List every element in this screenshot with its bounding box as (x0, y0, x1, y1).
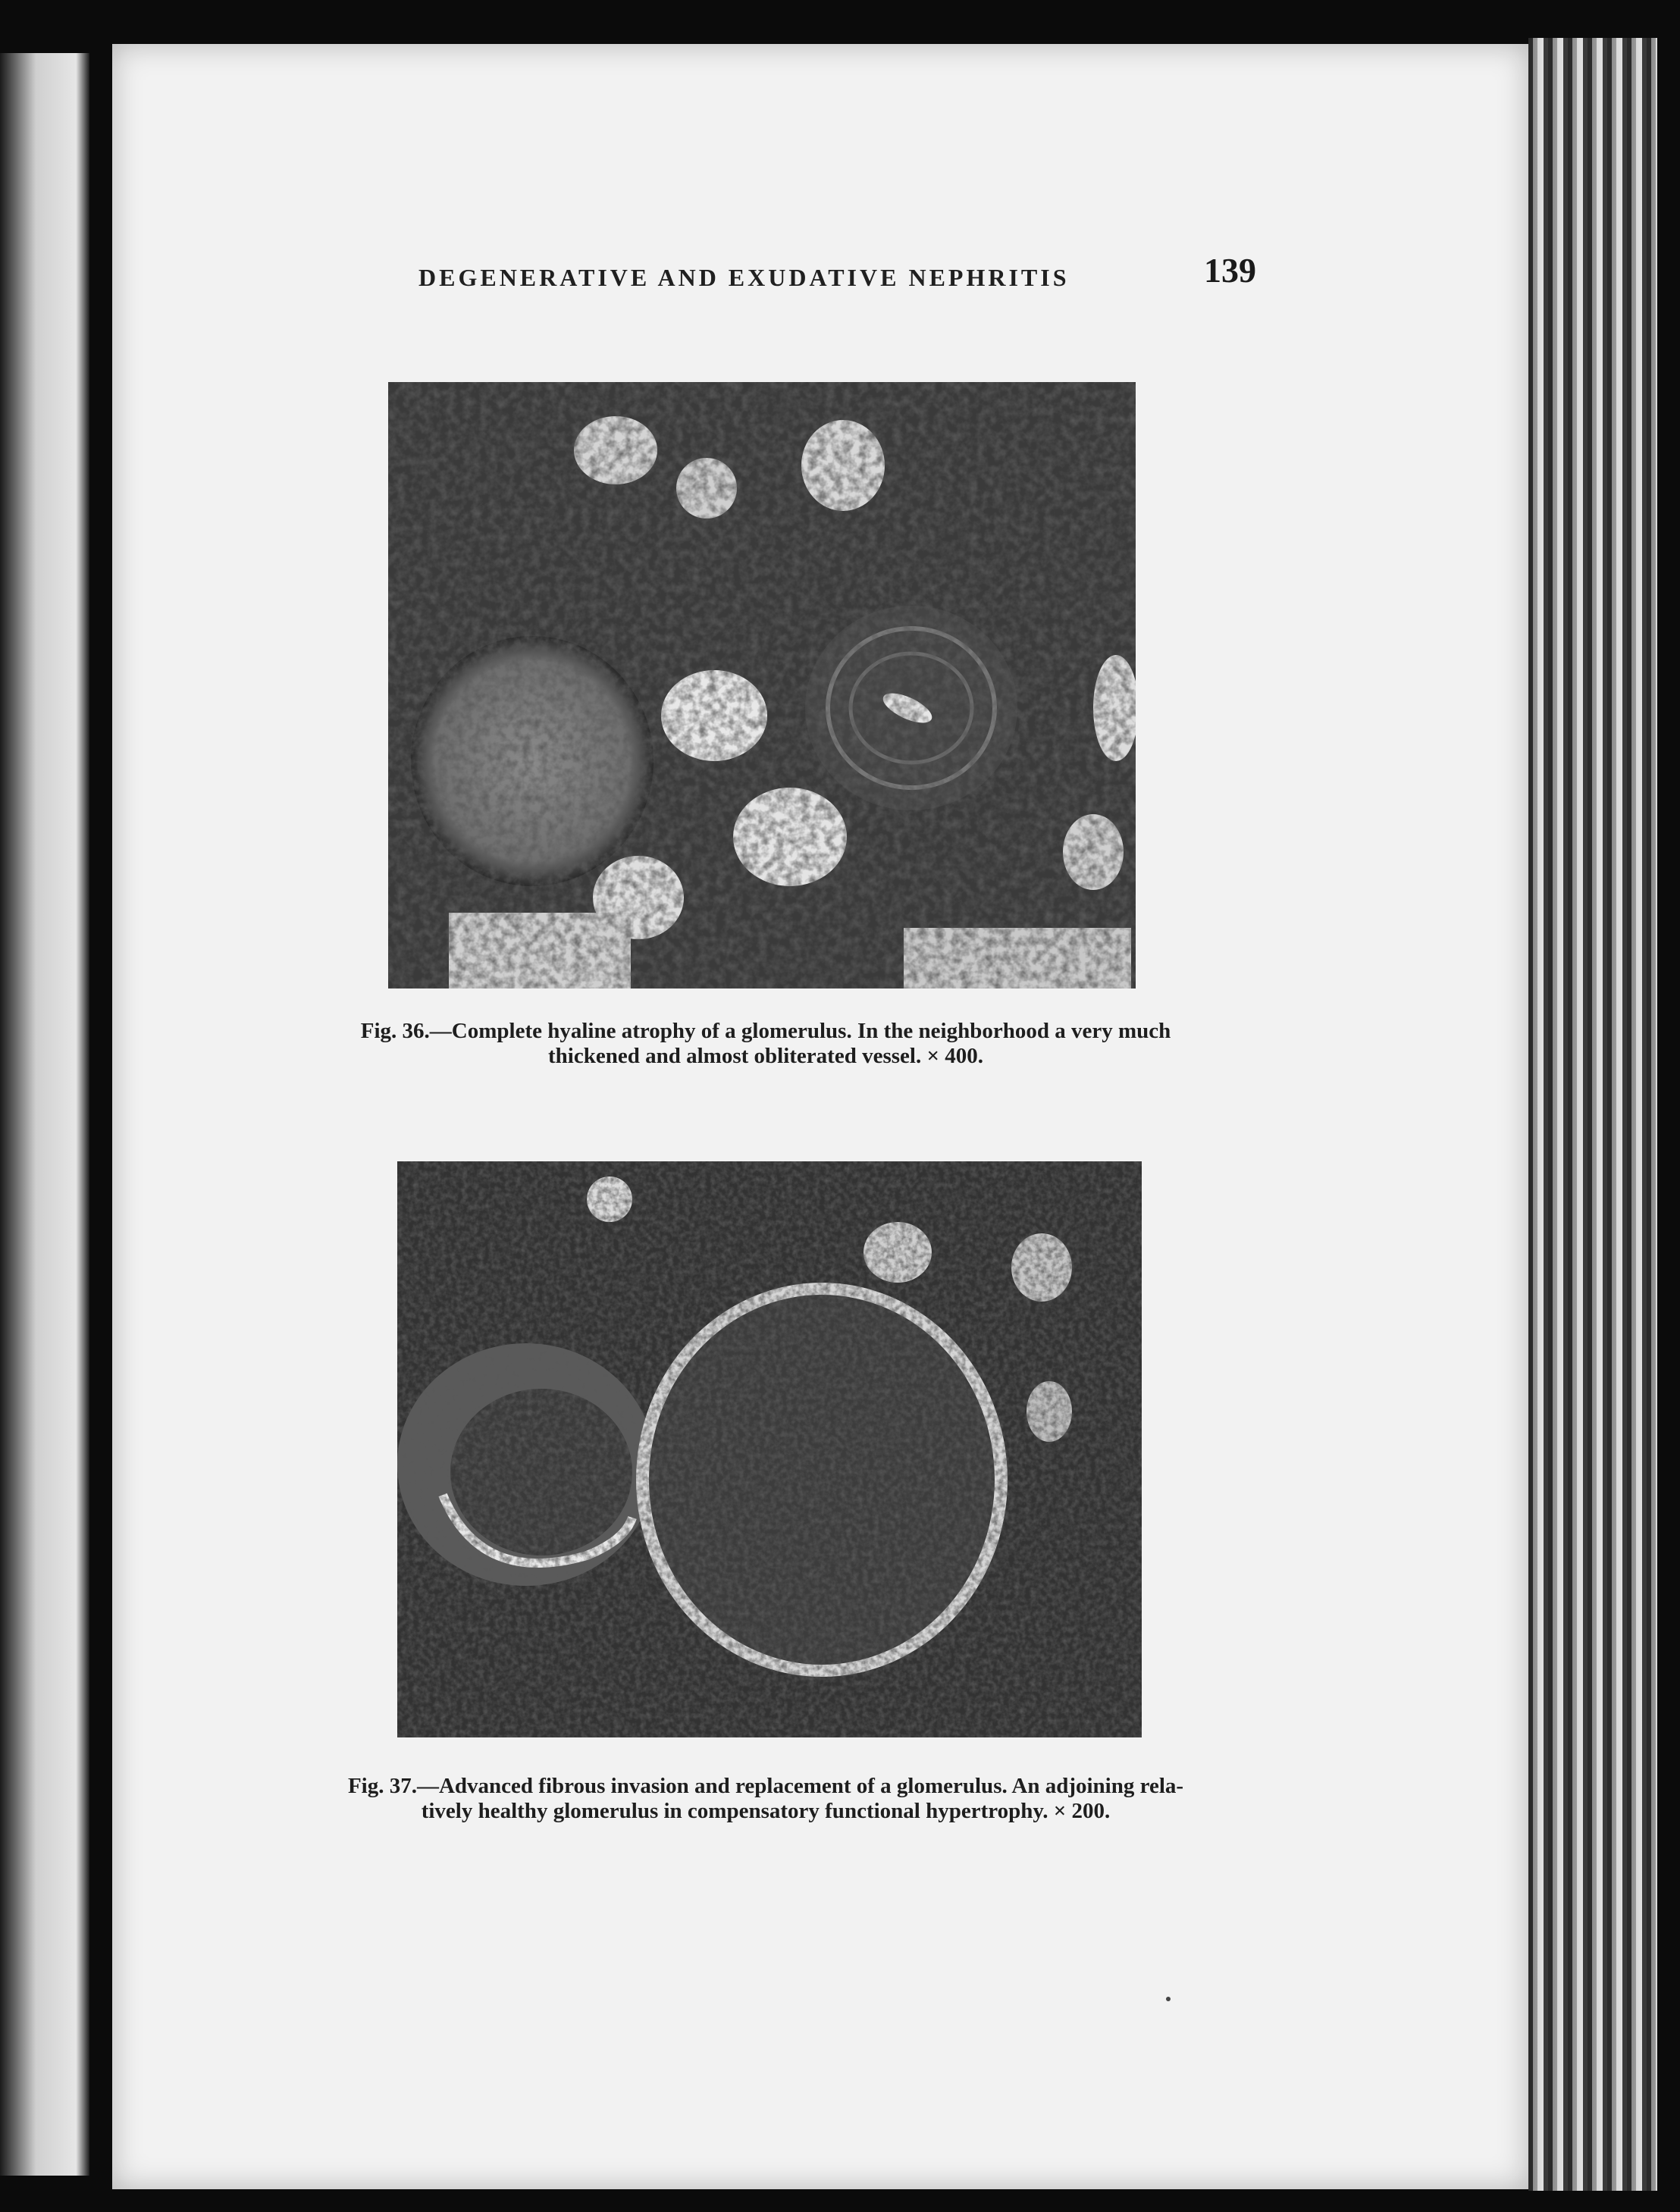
figure-37-micrograph (397, 1161, 1142, 1737)
facing-page-edge (0, 53, 89, 2176)
caption-line: Fig. 36.—Complete hyaline atrophy of a glomerulus. In the neighborhood a very much (360, 1019, 1171, 1043)
caption-line: tively healthy glomerulus in compensatory functional hypertrophy. × 200. (421, 1799, 1111, 1823)
page-number: 139 (1204, 251, 1256, 290)
running-head: DEGENERATIVE AND EXUDATIVE NEPHRITIS (418, 264, 1070, 291)
book-page (112, 44, 1528, 2189)
page-stack-edge (1528, 38, 1657, 2191)
figure-37-caption (258, 1774, 1274, 1824)
caption-line: Fig. 37.—Advanced fibrous invasion and replacement of a glomerulus. An adjoining rela- (347, 1774, 1184, 1798)
figure-36-micrograph (388, 382, 1136, 989)
print-speck (1166, 1997, 1171, 2001)
figure-36-caption (258, 1019, 1274, 1069)
caption-line: thickened and almost obliterated vessel. × 400. (548, 1044, 983, 1068)
